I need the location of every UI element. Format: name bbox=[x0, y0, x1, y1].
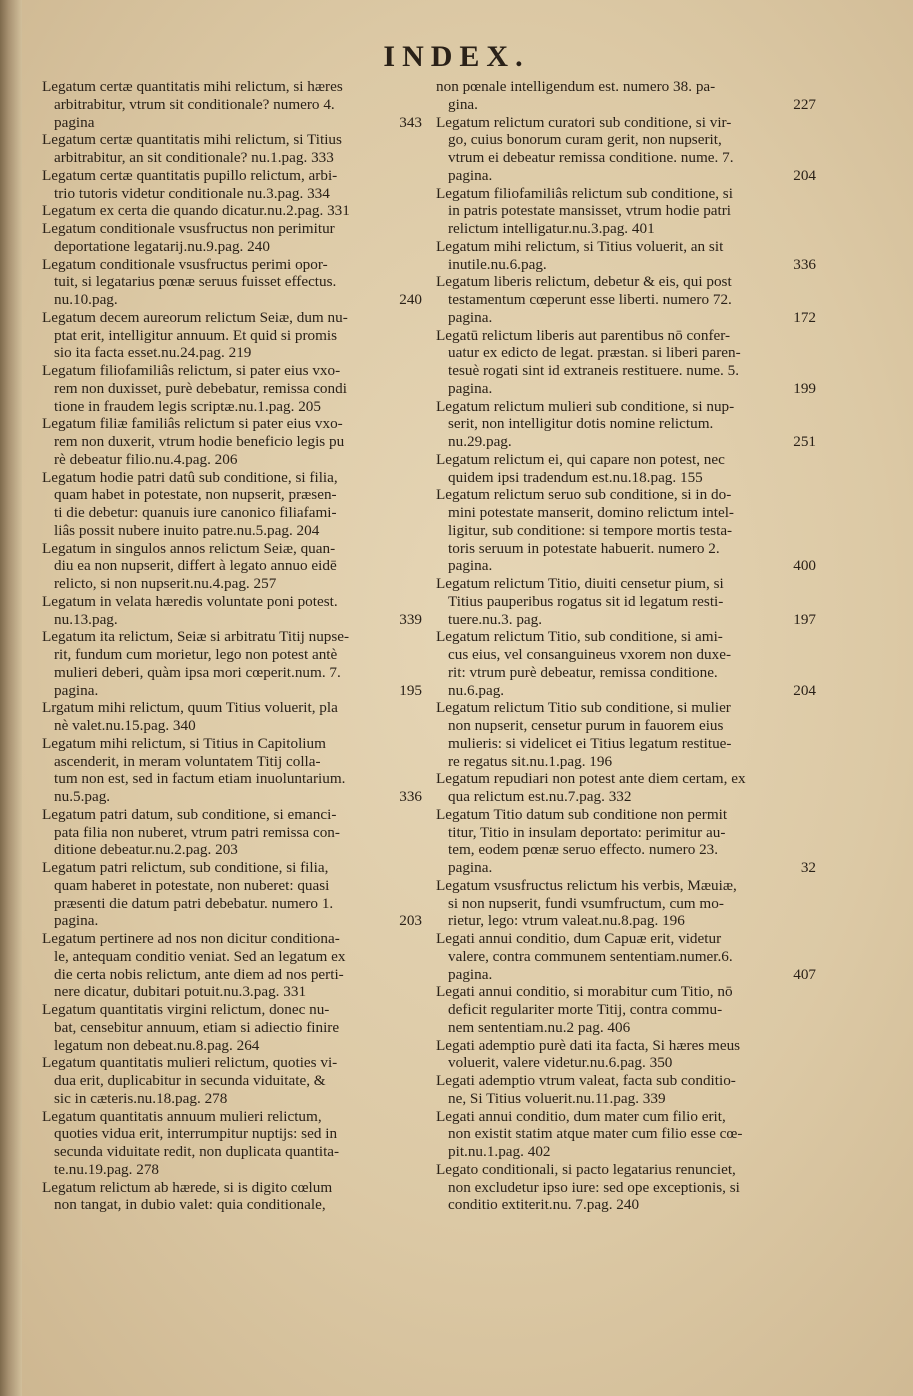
entry-line: re regatus sit.nu.1.pag. 196 bbox=[448, 752, 613, 770]
index-entry bbox=[436, 983, 820, 1036]
page-reference-row bbox=[42, 611, 426, 629]
entry-line: quam habet in potestate, non nupserit, præsen- bbox=[54, 486, 337, 504]
index-entry bbox=[42, 202, 426, 220]
page-number: 339 bbox=[399, 610, 422, 628]
page-reference-row bbox=[436, 96, 820, 114]
entry-line: rit, fundum cum morietur, lego non potest antè bbox=[54, 646, 338, 663]
index-entry bbox=[42, 220, 426, 256]
page-number: 343 bbox=[399, 113, 422, 131]
page-number: 251 bbox=[793, 433, 816, 450]
index-entry bbox=[436, 628, 820, 699]
page-number: 407 bbox=[793, 965, 816, 983]
index-entry bbox=[42, 1054, 426, 1107]
entry-line: Legatum decem aureorum relictum Seiæ, dum nu- bbox=[42, 308, 348, 326]
index-entry bbox=[42, 78, 426, 131]
page-number: 203 bbox=[399, 912, 422, 930]
index-entry bbox=[42, 309, 426, 362]
page-number: 336 bbox=[399, 788, 422, 805]
page-reference-row bbox=[436, 611, 820, 629]
index-entry bbox=[436, 699, 820, 770]
page-label: pagina. bbox=[448, 308, 493, 326]
page-number: 197 bbox=[793, 610, 816, 628]
entry-line: tesuè rogati sint id extraneis restituere. nume. 5. bbox=[448, 362, 740, 379]
page-reference-row bbox=[436, 380, 820, 398]
index-entry bbox=[42, 1179, 426, 1215]
entry-line: Legati annui conditio, si morabitur cum Titio, nō bbox=[436, 983, 733, 1001]
index-entry bbox=[436, 877, 820, 930]
entry-line: Legatum quantitatis annuum mulieri relictum, bbox=[42, 1107, 322, 1125]
page-label: pagina. bbox=[54, 681, 99, 699]
page-label: pagina bbox=[54, 113, 95, 131]
index-entry bbox=[42, 699, 426, 735]
entry-line: non nupserit, censetur purum in fauorem eius bbox=[448, 717, 724, 734]
binding-gutter bbox=[0, 0, 22, 1396]
page-reference-row bbox=[436, 682, 820, 700]
page-reference-row bbox=[42, 912, 426, 930]
page-label: pagina. bbox=[448, 166, 493, 184]
index-entry bbox=[436, 770, 820, 806]
entry-line: Legatum filiofamiliâs relictum sub conditione, si bbox=[436, 184, 733, 202]
entry-line: die certa nobis relictum, ante diem ad nos perti- bbox=[54, 965, 344, 983]
page-number: 400 bbox=[793, 557, 816, 575]
index-entry bbox=[436, 1108, 820, 1161]
page-label: nu.13.pag. bbox=[54, 610, 118, 628]
index-entry bbox=[436, 273, 820, 326]
entry-line: præsenti die datum patri debebatur. numero 1. bbox=[54, 894, 334, 912]
page-number: 240 bbox=[399, 291, 422, 308]
entry-line: Legatum hodie patri datû sub conditione, si filia, bbox=[42, 468, 338, 486]
entry-line: pata filia non nuberet, vtrum patri remissa con- bbox=[54, 823, 340, 841]
entry-line: ditione debeatur.nu.2.pag. 203 bbox=[54, 841, 238, 859]
entry-line: Legatum in velata hæredis voluntate poni potest. bbox=[42, 592, 338, 610]
entry-line: voluerit, valere videtur.nu.6.pag. 350 bbox=[448, 1054, 673, 1072]
entry-line: Legatum quantitatis virgini relictum, donec nu- bbox=[42, 1001, 330, 1018]
entry-line: ascenderit, in meram voluntatem Titij colla- bbox=[54, 752, 321, 770]
page-label: pagina. bbox=[54, 912, 99, 930]
entry-line: Legatum filiofamiliâs relictum, si pater eius vxo- bbox=[42, 362, 341, 379]
entry-line: non excludetur ipso iure: sed ope exceptionis, si bbox=[448, 1178, 740, 1196]
index-entry bbox=[42, 362, 426, 415]
entry-line: arbitrabitur, an sit conditionale? nu.1.pag. 333 bbox=[54, 149, 334, 166]
entry-line: pit.nu.1.pag. 402 bbox=[448, 1143, 551, 1160]
entry-line: Legatum repudiari non potest ante diem certam, ex bbox=[436, 770, 746, 788]
entry-line: go, cuius bonorum curam gerit, non nupserit, bbox=[448, 131, 722, 149]
page-number: 32 bbox=[800, 859, 816, 876]
entry-line: cus eius, vel consanguineus vxorem non duxe- bbox=[448, 646, 732, 663]
right-column bbox=[436, 78, 820, 1214]
entry-line: ligitur, sub conditione: si tempore mortis testa- bbox=[448, 521, 733, 539]
entry-line: Legatum conditionale vsusfructus perimi opor- bbox=[42, 255, 328, 273]
entry-line: conditio extiterit.nu. 7.pag. 240 bbox=[448, 1196, 640, 1214]
entry-line: nem sententiam.nu.2 pag. 406 bbox=[448, 1018, 631, 1036]
entry-line: Legatum ita relictum, Seiæ si arbitratu Titij nupse- bbox=[42, 628, 350, 646]
page-number: 336 bbox=[793, 255, 816, 273]
entry-line: Legatum relictum Titio, diuiti censetur pium, si bbox=[436, 575, 724, 592]
page-reference-row bbox=[42, 291, 426, 309]
entry-line: Legatum ex certa die quando dicatur.nu.2.pag. 331 bbox=[42, 202, 350, 220]
page-label: pagina. bbox=[448, 965, 493, 983]
entry-line: testamentum cœperunt esse liberti. numero 72. bbox=[448, 291, 732, 308]
entry-line: secunda viduitate redit, non duplicata quantita- bbox=[54, 1143, 340, 1160]
entry-line: mini potestate manserit, domino relictum intel- bbox=[448, 504, 734, 521]
index-entry bbox=[436, 327, 820, 398]
page-number: 204 bbox=[793, 166, 816, 184]
index-entry bbox=[42, 1108, 426, 1179]
page-label: nu.10.pag. bbox=[54, 291, 118, 308]
entry-line: non pœnale intelligendum est. numero 38. pa- bbox=[436, 78, 716, 95]
entry-line: Legatum relictum mulieri sub conditione, si nup- bbox=[436, 397, 735, 415]
entry-line: sic in cæteris.nu.18.pag. 278 bbox=[54, 1089, 228, 1107]
entry-line: rem non duxisset, purè debebatur, remissa condi bbox=[54, 379, 347, 397]
entry-line: tem, eodem pœnæ seruo effecto. numero 23. bbox=[448, 841, 719, 859]
entry-line: Legato conditionali, si pacto legatarius renunciet, bbox=[436, 1160, 736, 1178]
entry-line: arbitrabitur, vtrum sit conditionale? numero 4. bbox=[54, 95, 335, 113]
page-reference-row bbox=[436, 557, 820, 575]
index-entry bbox=[42, 540, 426, 593]
page-number: 195 bbox=[399, 681, 422, 699]
entry-line: ti die debetur: quanuis iure canonico filiafami- bbox=[54, 504, 337, 521]
entry-line: non tangat, in dubio valet: quia conditionale, bbox=[54, 1196, 326, 1214]
index-entry bbox=[42, 735, 426, 806]
page-reference-row bbox=[436, 256, 820, 274]
entry-line: trio tutoris videtur conditionale nu.3.pag. 334 bbox=[54, 184, 330, 202]
entry-line: relictum intelligatur.nu.3.pag. 401 bbox=[448, 220, 655, 237]
entry-line: quam haberet in potestate, non nuberet: quasi bbox=[54, 876, 330, 894]
entry-line: Legatum patri datum, sub conditione, si emanci- bbox=[42, 805, 337, 823]
index-entry bbox=[42, 1001, 426, 1054]
entry-line: in patris potestate mansisset, vtrum hodie patri bbox=[448, 202, 732, 220]
page-label: nu.29.pag. bbox=[448, 433, 512, 450]
page-label: inutile.nu.6.pag. bbox=[448, 255, 547, 273]
entry-line: Legatum mihi relictum, si Titius in Capitolium bbox=[42, 734, 326, 752]
entry-line: qua relictum est.nu.7.pag. 332 bbox=[448, 788, 632, 805]
entry-line: legatum non debeat.nu.8.pag. 264 bbox=[54, 1036, 260, 1054]
entry-line: rietur, lego: vtrum valeat.nu.8.pag. 196 bbox=[448, 912, 685, 930]
page-number: 227 bbox=[793, 95, 816, 113]
entry-line: deficit regulariter morte Titij, contra commu- bbox=[448, 1001, 723, 1018]
entry-line: Legatum certæ quantitatis mihi relictum, si Titius bbox=[42, 131, 342, 149]
page-reference-row bbox=[436, 433, 820, 451]
index-entry bbox=[42, 859, 426, 930]
index-entry bbox=[42, 930, 426, 1001]
index-entry bbox=[436, 114, 820, 185]
entry-line: mulieri deberi, quàm ipsa mori cœperit.num. 7. bbox=[54, 663, 341, 681]
entry-line: Legatum relictum Titio, sub conditione, si ami- bbox=[436, 628, 723, 646]
entry-line: liâs possit nubere inuito patre.nu.5.pag. 204 bbox=[54, 521, 320, 539]
entry-line: toris seruum in potestate habuerit. numero 2. bbox=[448, 539, 720, 557]
page-label: pagina. bbox=[448, 379, 493, 397]
index-entry bbox=[42, 628, 426, 699]
page-reference-row bbox=[42, 788, 426, 806]
entry-line: nè valet.nu.15.pag. 340 bbox=[54, 717, 196, 734]
entry-line: vtrum ei debeatur remissa conditione. nume. 7. bbox=[448, 149, 734, 166]
entry-line: nere dicatur, dubitari potuit.nu.3.pag. 331 bbox=[54, 983, 307, 1001]
index-entry bbox=[436, 451, 820, 487]
entry-line: Legatum relictum seruo sub conditione, si in do- bbox=[436, 486, 732, 504]
page-label: pagina. bbox=[448, 557, 493, 575]
index-entry bbox=[436, 930, 820, 983]
index-entry bbox=[42, 593, 426, 629]
page-header: INDEX. bbox=[383, 40, 530, 73]
page-number: 204 bbox=[793, 681, 816, 699]
entry-line: dua erit, duplicabitur in secunda viduitate, & bbox=[54, 1072, 326, 1089]
page-number: 199 bbox=[793, 379, 816, 397]
entry-line: Legatum quantitatis mulieri relictum, quoties vi- bbox=[42, 1054, 338, 1072]
entry-line: Legatum in singulos annos relictum Seiæ, quan- bbox=[42, 539, 336, 557]
index-entry bbox=[436, 486, 820, 575]
index-entry bbox=[436, 238, 820, 274]
entry-line: Legatum relictum curatori sub conditione, si vir- bbox=[436, 113, 732, 131]
entry-line: Legatum relictum ab hærede, si is digito cœlum bbox=[42, 1178, 333, 1196]
entry-line: Legatum vsusfructus relictum his verbis, Mæuiæ, bbox=[436, 876, 737, 894]
entry-line: Legatum relictum ei, qui capare non potest, nec bbox=[436, 450, 725, 468]
index-entry bbox=[42, 806, 426, 859]
entry-line: quoties vidua erit, interrumpitur nuptijs: sed in bbox=[54, 1125, 338, 1143]
entry-line: Legati annui conditio, dum mater cum filio erit, bbox=[436, 1107, 726, 1125]
entry-line: quidem ipsi tradendum est.nu.18.pag. 155 bbox=[448, 468, 703, 486]
index-entry bbox=[42, 415, 426, 468]
entry-line: Legatum liberis relictum, debetur & eis, qui post bbox=[436, 273, 732, 291]
entry-line: tione in fraudem legis scriptæ.nu.1.pag. 205 bbox=[54, 397, 321, 415]
entry-line: le, antequam conditio veniat. Sed an legatum ex bbox=[54, 947, 346, 965]
entry-line: Legatum mihi relictum, si Titius voluerit, an sit bbox=[436, 237, 724, 255]
entry-line: bat, censebitur annuum, etiam si adiectio finire bbox=[54, 1018, 340, 1036]
entry-line: non existit statim atque mater cum filio esse cœ- bbox=[448, 1125, 743, 1143]
page-label: gina. bbox=[448, 95, 478, 113]
entry-line: Legatum pertinere ad nos non dicitur conditiona- bbox=[42, 930, 340, 947]
page-reference-row bbox=[436, 966, 820, 984]
entry-line: diu ea non nupserit, differt à legato annuo eidē bbox=[54, 557, 337, 575]
entry-line: Legati ademptio purè dati ita facta, Si hæres meus bbox=[436, 1036, 741, 1054]
entry-line: rit: vtrum purè debeatur, remissa conditione. bbox=[448, 663, 718, 681]
page-number: 172 bbox=[793, 308, 816, 326]
index-entry bbox=[436, 806, 820, 877]
entry-line: si non nupserit, fundi vsumfructum, cum mo- bbox=[448, 894, 724, 912]
entry-line: ne, Si Titius voluerit.nu.11.pag. 339 bbox=[448, 1089, 666, 1107]
entry-line: Lrgatum mihi relictum, quum Titius voluerit, pla bbox=[42, 699, 338, 717]
entry-line: Legatum patri relictum, sub conditione, si filia, bbox=[42, 859, 329, 876]
entry-line: Legatum certæ quantitatis pupillo relictum, arbi- bbox=[42, 166, 338, 184]
index-entry bbox=[436, 575, 820, 628]
entry-line: rem non duxerit, vtrum hodie beneficio legis pu bbox=[54, 433, 345, 450]
entry-line: Legati ademptio vtrum valeat, facta sub conditio- bbox=[436, 1072, 736, 1089]
entry-line: Legatum relictum Titio sub conditione, si mulier bbox=[436, 699, 731, 717]
entry-line: ptat erit, intelligitur annuum. Et quid si promis bbox=[54, 326, 338, 344]
page-reference-row bbox=[436, 859, 820, 877]
entry-line: mulieris: si videlicet ei Titius legatum restitue- bbox=[448, 734, 732, 752]
entry-line: Legatū relictum liberis aut parentibus nō confer- bbox=[436, 326, 731, 344]
index-entry bbox=[436, 78, 820, 114]
page-reference-row bbox=[42, 682, 426, 700]
index-entry bbox=[42, 167, 426, 203]
page-label: tuere.nu.3. pag. bbox=[448, 610, 543, 628]
entry-line: Legatum conditionale vsusfructus non perimitur bbox=[42, 220, 335, 237]
entry-line: sio ita facta esset.nu.24.pag. 219 bbox=[54, 344, 252, 362]
entry-line: uatur ex edicto de legat. præstan. si liberi paren- bbox=[448, 344, 741, 362]
entry-line: valere, contra communem sententiam.numer.6. bbox=[448, 947, 733, 965]
index-entry bbox=[436, 398, 820, 451]
page-label: nu.6.pag. bbox=[448, 681, 505, 699]
index-entry bbox=[42, 256, 426, 309]
entry-line: rè debeatur filio.nu.4.pag. 206 bbox=[54, 450, 238, 468]
entry-line: serit, non intelligitur dotis nomine relictum. bbox=[448, 415, 714, 433]
entry-line: relicto, si non nupserit.nu.4.pag. 257 bbox=[54, 575, 277, 592]
page-reference-row bbox=[436, 167, 820, 185]
page-reference-row bbox=[42, 114, 426, 132]
index-entry bbox=[42, 469, 426, 540]
entry-line: tum non est, sed in factum etiam inuoluntarium. bbox=[54, 770, 346, 788]
entry-line: Legatum Titio datum sub conditione non permit bbox=[436, 805, 728, 823]
entry-line: te.nu.19.pag. 278 bbox=[54, 1160, 160, 1178]
entry-line: Legatum certæ quantitatis mihi relictum, si hæres bbox=[42, 78, 343, 95]
entry-line: Legatum filiæ familiâs relictum si pater eius vxo- bbox=[42, 415, 343, 433]
entry-line: Titius pauperibus rogatus sit id legatum resti- bbox=[448, 592, 724, 610]
index-entry bbox=[436, 1037, 820, 1073]
index-entry bbox=[436, 185, 820, 238]
index-entry bbox=[436, 1161, 820, 1214]
entry-line: tuit, si legatarius pœnæ seruus fuisset effectus. bbox=[54, 273, 337, 291]
page-reference-row bbox=[436, 309, 820, 327]
entry-line: Legati annui conditio, dum Capuæ erit, videtur bbox=[436, 930, 722, 947]
left-column bbox=[42, 78, 426, 1214]
page-label: pagina. bbox=[448, 859, 493, 876]
index-entry bbox=[42, 131, 426, 167]
entry-line: titur, Titio in insulam deportato: perimitur au- bbox=[448, 823, 726, 841]
index-entry bbox=[436, 1072, 820, 1108]
entry-line: deportatione legatarij.nu.9.pag. 240 bbox=[54, 237, 270, 255]
page-label: nu.5.pag. bbox=[54, 788, 111, 805]
